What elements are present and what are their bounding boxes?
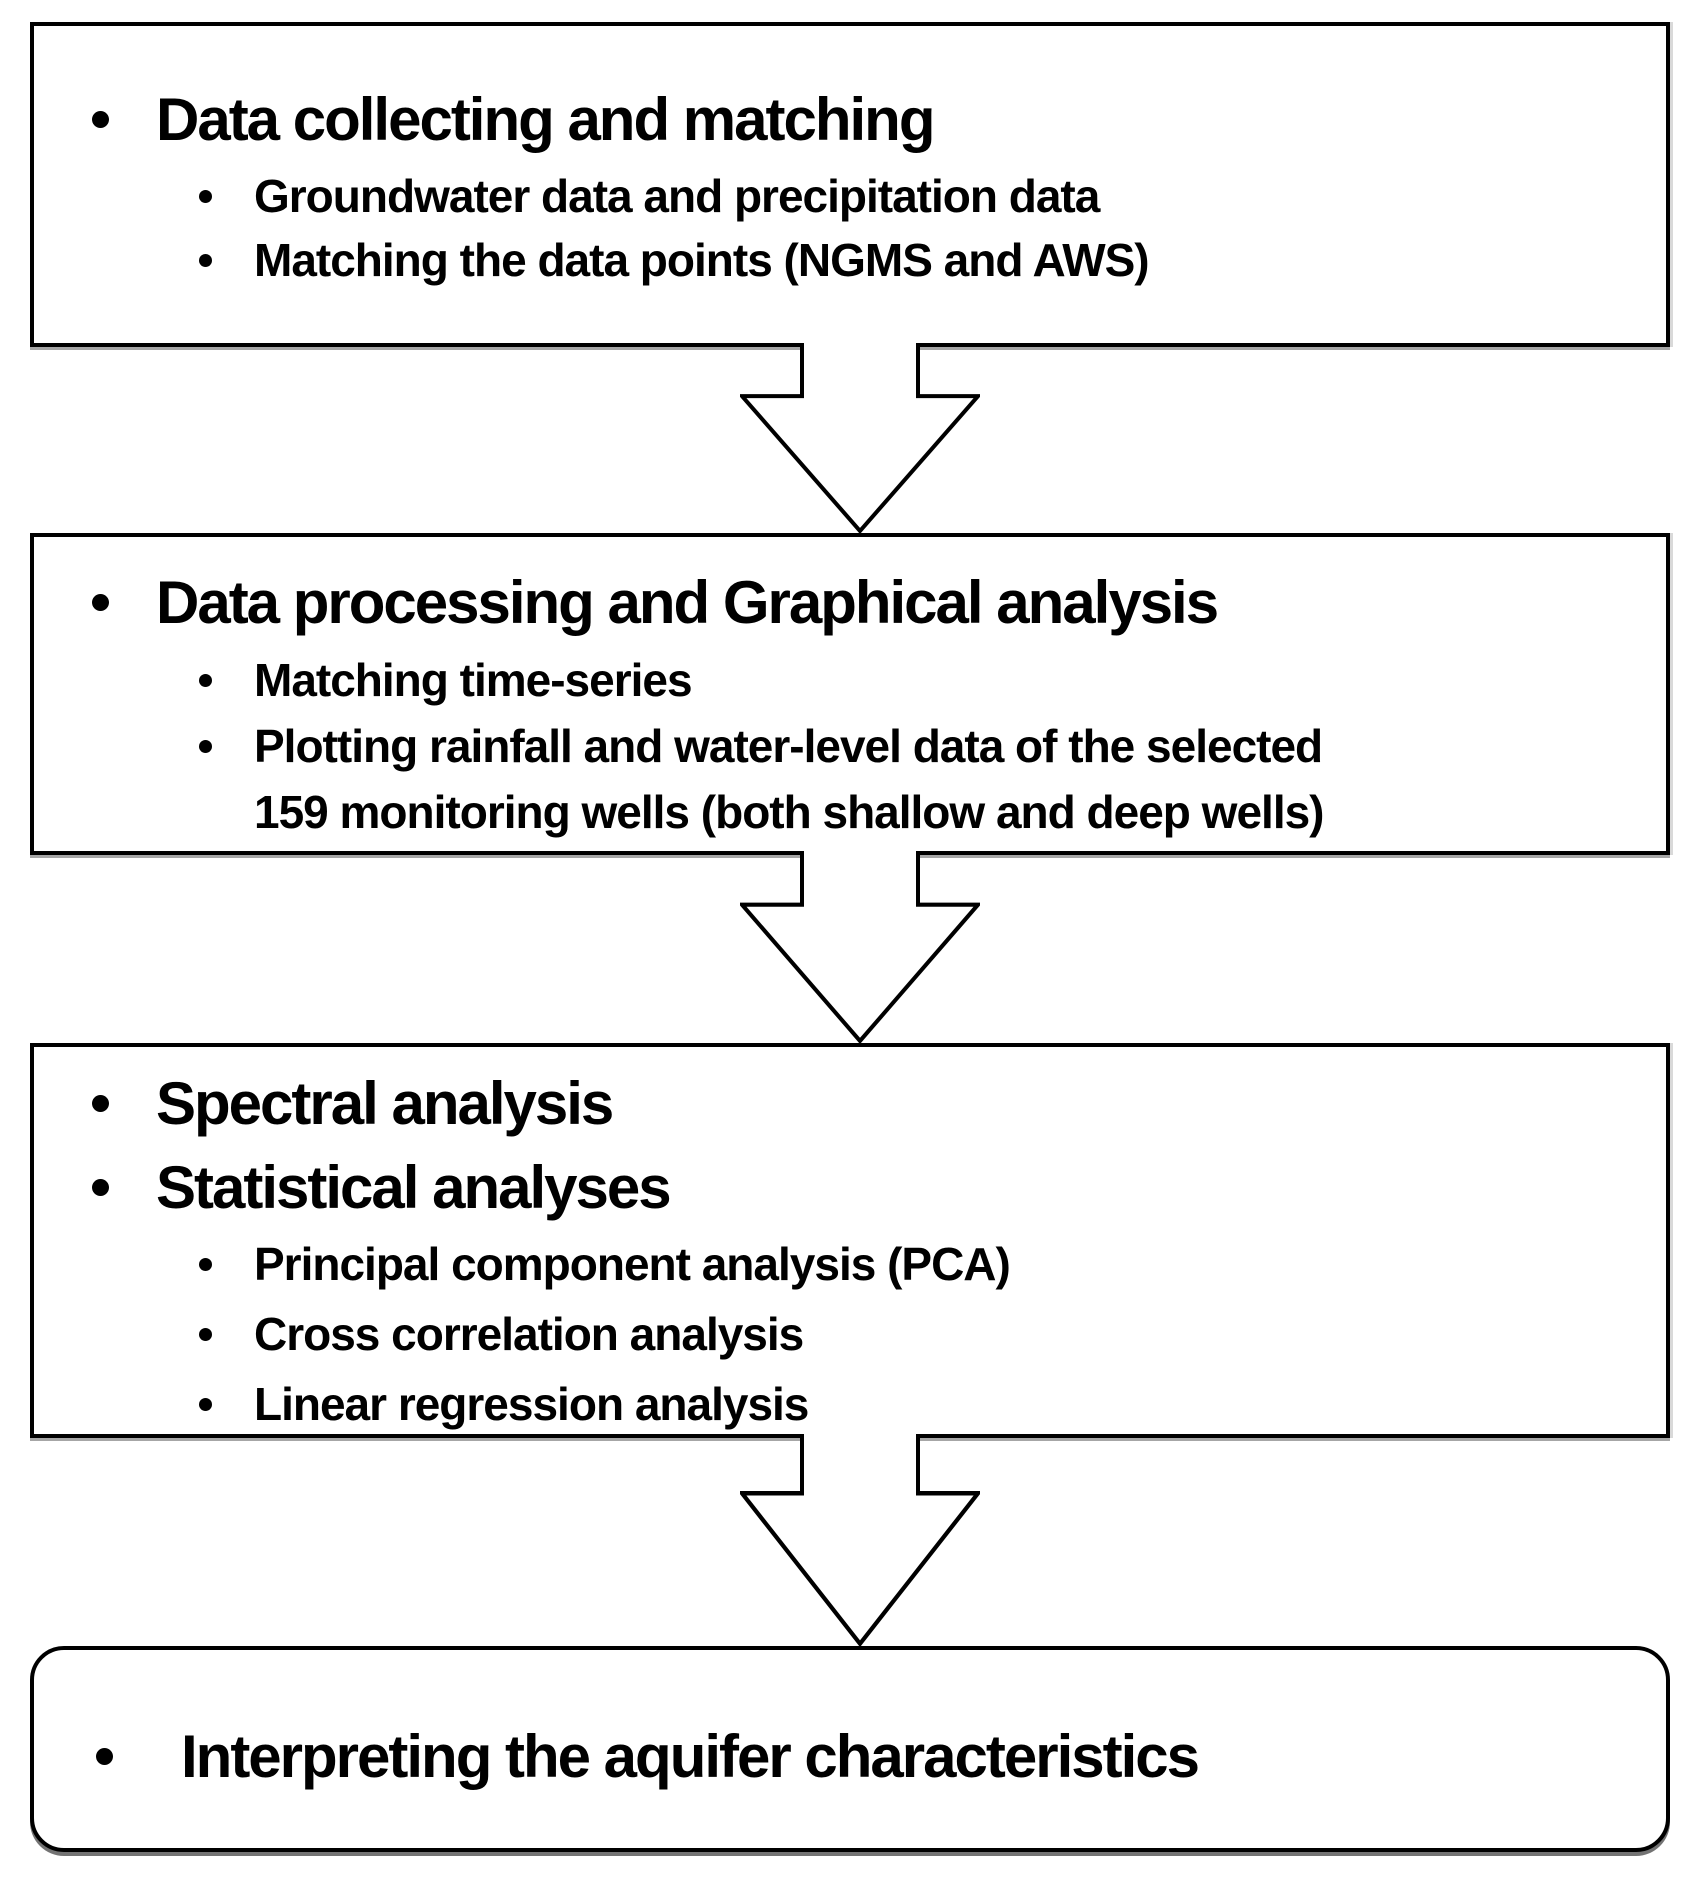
- step-item: Cross correlation analysis: [254, 1308, 804, 1360]
- step-item-line-1: Plotting rainfall and water-level data of the selected: [254, 720, 1323, 772]
- step-title-row: [34, 1145, 1666, 1229]
- bullet-dot: [96, 1748, 113, 1765]
- step-item-row-continuation: [34, 779, 1666, 845]
- step-title: Interpreting the aquifer characteristics: [181, 1722, 1198, 1790]
- step-item-row: [34, 1229, 1666, 1299]
- step-title-row: [34, 557, 1666, 647]
- step-item-row: [34, 1369, 1666, 1439]
- bullet-dot: [199, 1328, 212, 1341]
- bullet-dot: [199, 190, 212, 203]
- flow-arrow-down-1: [740, 343, 980, 533]
- bullet-dot: [92, 111, 109, 128]
- down-arrow-icon: [740, 343, 980, 533]
- box-data-collecting: [30, 22, 1670, 347]
- bullet-dot: [199, 254, 212, 267]
- box-analyses: [30, 1043, 1670, 1438]
- step-item: Groundwater data and precipitation data: [254, 170, 1100, 222]
- bullet-dot: [92, 594, 109, 611]
- step-title: Data collecting and matching: [156, 85, 934, 153]
- bullet-dot: [199, 1398, 212, 1411]
- step-item-row: [34, 228, 1666, 292]
- box-data-processing: [30, 533, 1670, 855]
- step-item: Matching time-series: [254, 654, 692, 706]
- step-title-row: [34, 1722, 1198, 1791]
- step-item-line-2: 159 monitoring wells (both shallow and deep wells): [254, 786, 1324, 838]
- bullet-dot: [199, 740, 212, 753]
- bullet-dot: [92, 1095, 109, 1112]
- step-title: Statistical analyses: [156, 1153, 670, 1221]
- step-item-row: [34, 1299, 1666, 1369]
- flow-arrow-down-3: [740, 1434, 980, 1646]
- step-title-row: [34, 1061, 1666, 1145]
- step-item-row: [34, 647, 1666, 713]
- step-item-row: [34, 713, 1666, 779]
- box-interpretation: [30, 1646, 1670, 1852]
- step-item-row: [34, 164, 1666, 228]
- flow-arrow-down-2: [740, 851, 980, 1043]
- step-title: Data processing and Graphical analysis: [156, 568, 1218, 636]
- down-arrow-icon: [740, 851, 980, 1043]
- step-item: Principal component analysis (PCA): [254, 1238, 1010, 1290]
- step-title-row: [34, 74, 1666, 164]
- bullet-dot: [199, 674, 212, 687]
- bullet-dot: [92, 1179, 109, 1196]
- bullet-dot: [199, 1258, 212, 1271]
- step-item: Linear regression analysis: [254, 1378, 809, 1430]
- step-title: Spectral analysis: [156, 1069, 613, 1137]
- step-item: Matching the data points (NGMS and AWS): [254, 234, 1149, 286]
- down-arrow-icon: [740, 1434, 980, 1646]
